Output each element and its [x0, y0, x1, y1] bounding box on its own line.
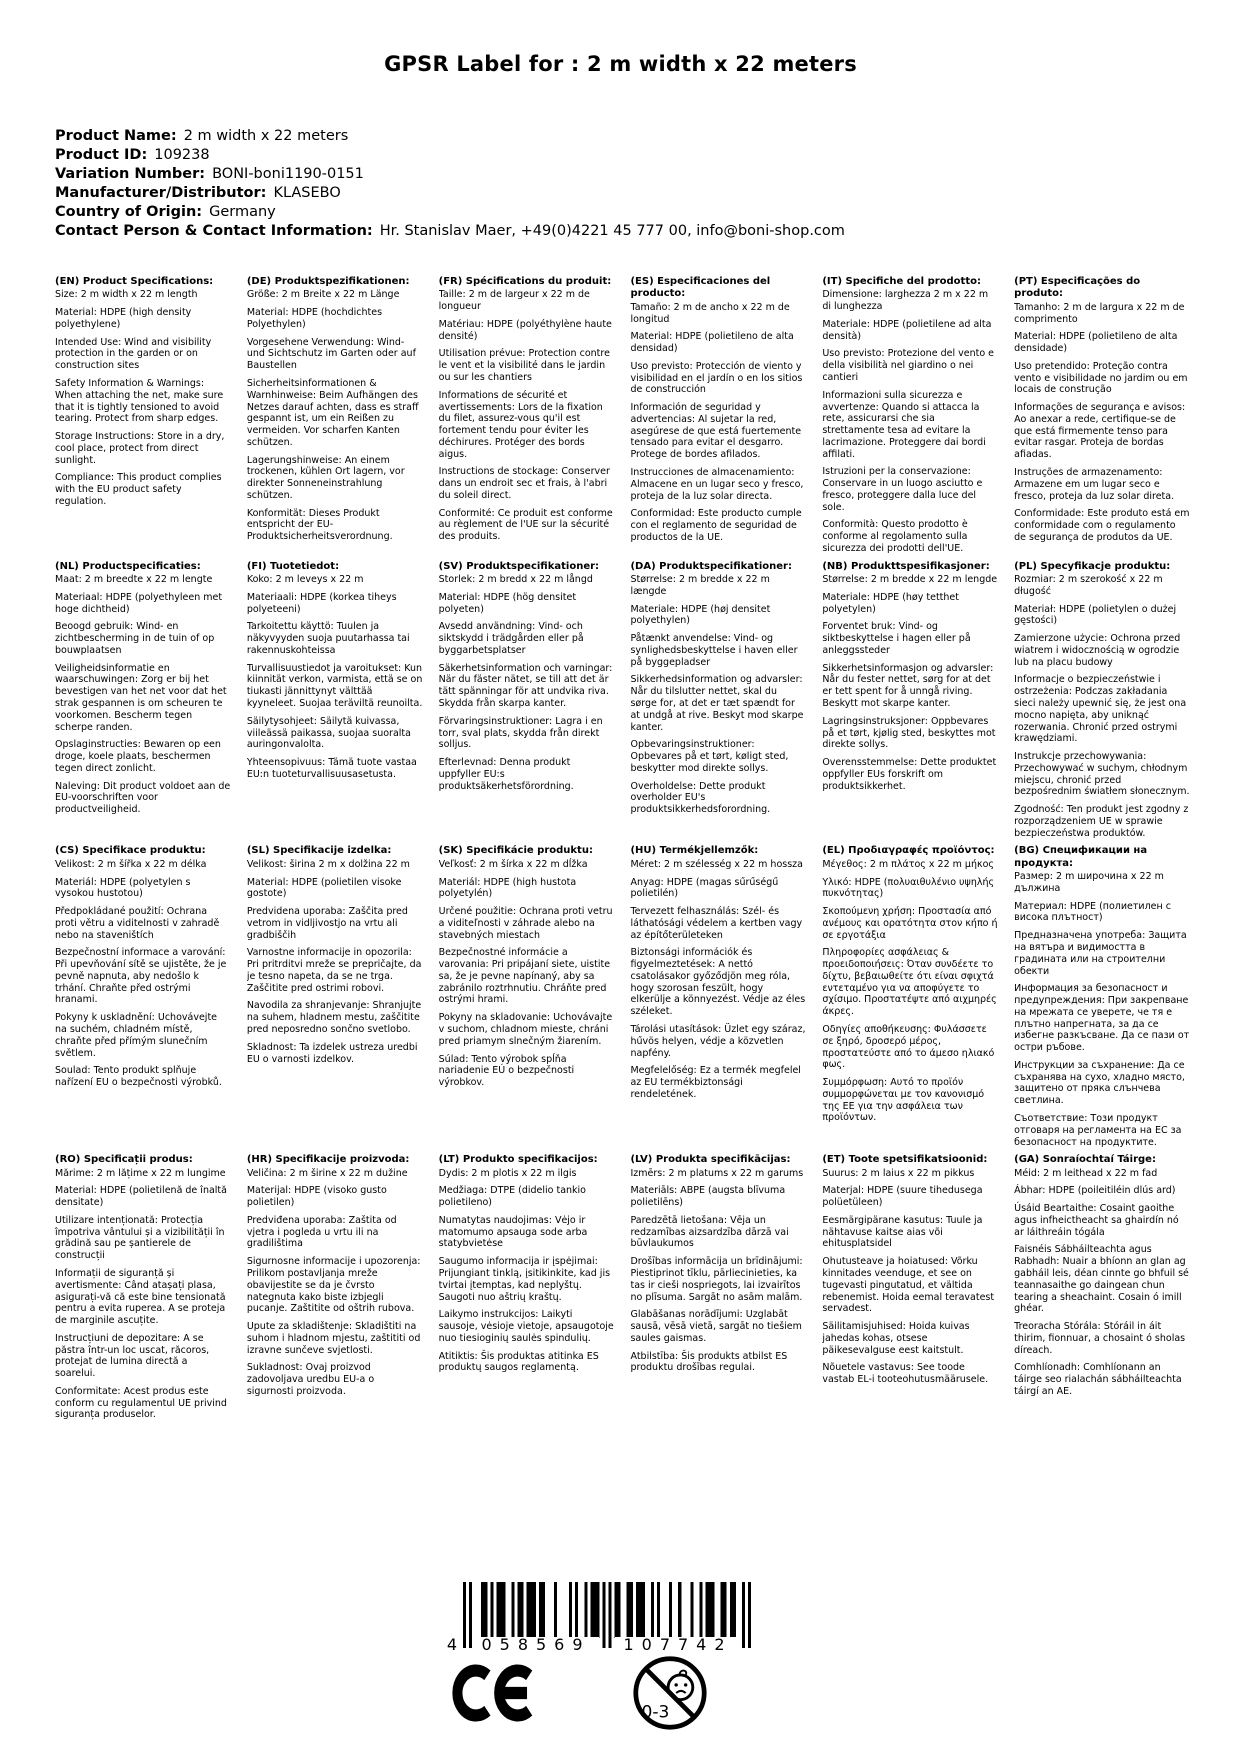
spec-paragraph: Uso previsto: Protezione del vento e della visibilità nel giardino o nei cantieri	[822, 348, 994, 383]
spec-block-heading: (DA) Produktspecifikationer:	[630, 560, 792, 572]
spec-paragraph: Sikkerhedsinformation og advarsler: Når du tilslutter nettet, skal du sørge for, at det er tæt spændt for at undgå at rive. Beskyt mod skarpe kanter.	[630, 674, 804, 733]
spec-block-heading: (FI) Tuotetiedot:	[246, 560, 340, 572]
product-info-label: Product Name:	[55, 128, 177, 144]
language-spec-block	[55, 276, 231, 561]
spec-paragraph: Förvaringsinstruktioner: Lagra i en torr, sval plats, skydda från direkt solljus.	[438, 715, 603, 751]
spec-paragraph: Atitiktis: Šis produktas atitinka ES produktų saugos reglamentą.	[438, 1350, 599, 1374]
spec-paragraph: Určené použitie: Ochrana proti vetru a viditeľnosti v záhrade alebo na stavebných miestach	[438, 906, 613, 941]
spec-paragraph: Paredzētā lietošana: Vēja un redzamības aizsardzība dārzā vai būvlaukumos	[630, 1214, 789, 1250]
product-info-value: 2 m width x 22 meters	[183, 128, 349, 144]
age-warning-label: 0-3	[641, 1702, 670, 1723]
spec-paragraph: Materiaal: HDPE (polyethyleen met hoge dichtheid)	[55, 591, 223, 615]
spec-paragraph: Съответствие: Този продукт отговаря на регламента на ЕС за безопасност на продуктите.	[1014, 1112, 1182, 1148]
spec-paragraph: Conformidade: Este produto está em conformidade com o regulamento de segurança de produtos da UE.	[1014, 508, 1190, 543]
language-spec-block	[247, 1154, 423, 1431]
spec-paragraph: Instrukcje przechowywania: Przechowywać w suchym, chłodnym miejscu, chronić przed bezpośrednim światłem słonecznym.	[1014, 751, 1190, 798]
spec-paragraph: Größe: 2 m Breite x 22 m Länge	[246, 289, 400, 301]
language-spec-block	[55, 845, 231, 1154]
spec-paragraph: Faisnéis Sábháilteachta agus Rabhadh: Nuair a bhíonn an glan ag gabháil leis, déan cinnte go bhfuil sé teannasaithe go daingean chun tearing a sheachaint. Cosain ó imill ghéar.	[1014, 1244, 1189, 1315]
product-info-value: KLASEBO	[273, 185, 341, 201]
spec-paragraph: Bezpečnostné informácie a varovania: Pri pripájaní siete, uistite sa, že je pevne napínaný, aby sa zabránilo roztrhnutiu. Chráňte pred ostrými hrami.	[438, 947, 611, 1006]
spec-paragraph: Informații de siguranță și avertismente: Când atașați plasa, asigurați-vă că este bine tensionată pentru a evita ruperea. A se proteja de marginile ascuțite.	[55, 1268, 226, 1327]
language-spec-block	[822, 1154, 998, 1431]
spec-paragraph: Saugumo informacija ir įspėjimai: Prijungiant tinklą, įsitikinkite, kad jis tvirtai įtemptas, kad neplyštų. Saugoti nuo aštrių kraštų.	[438, 1256, 611, 1303]
spec-paragraph: Size: 2 m width x 22 m length	[55, 289, 198, 301]
product-info-row	[55, 146, 845, 165]
spec-paragraph: Laikymo instrukcijos: Laikyti sausoje, vėsioje vietoje, apsaugotoje nuo tiesioginių saulės spindulių.	[438, 1309, 614, 1344]
spec-block-heading: (LV) Produkta specifikācijas:	[630, 1154, 791, 1166]
spec-block-heading: (DE) Produktspezifikationen:	[246, 276, 410, 287]
spec-paragraph: Velikost: širina 2 m x dolžina 22 m	[246, 858, 410, 870]
spec-paragraph: Informações de segurança e avisos: Ao anexar a rede, certifique-se de que está firmemente tenso para evitar rasgar. Proteja de bordas afiadas.	[1014, 402, 1186, 461]
language-spec-block	[1014, 1154, 1190, 1431]
spec-paragraph: Instrucțiuni de depozitare: A se păstra într-un loc uscat, răcoros, protejat de lumina directă a soarelui.	[55, 1332, 210, 1380]
language-spec-block	[1014, 276, 1190, 561]
spec-paragraph: Säilitamisjuhised: Hoida kuivas jahedas kohas, otsese päikesevalguse eest kaitstult.	[822, 1321, 970, 1356]
spec-paragraph: Suurus: 2 m laius x 22 m pikkus	[822, 1167, 975, 1179]
spec-paragraph: Materjal: HDPE (suure tihedusega polüetüleen)	[822, 1185, 983, 1209]
product-info-row	[55, 184, 845, 203]
spec-paragraph: Súlad: Tento výrobok spĺňa nariadenie EÚ o bezpečnosti výrobkov.	[438, 1053, 575, 1089]
product-info-value: Hr. Stanislav Maer, +49(0)4221 45 777 00, info@boni-shop.com	[379, 223, 845, 239]
spec-paragraph: Predvidena uporaba: Zaščita pred vetrom in vidljivostjo na vrtu ali gradbiščih	[246, 906, 408, 941]
language-spec-block	[439, 845, 615, 1154]
spec-paragraph: Instrucciones de almacenamiento: Almacene en un lugar seco y fresco, proteja de la luz solar directa.	[630, 466, 804, 502]
spec-block-heading: (HR) Specifikacije proizvoda:	[246, 1154, 410, 1166]
language-spec-block	[55, 561, 231, 846]
age-warning-0-3-icon	[632, 1655, 708, 1731]
spec-block-heading: (NL) Productspecificaties:	[55, 560, 201, 572]
spec-block-heading: (RO) Specificații produs:	[55, 1154, 193, 1166]
spec-block-heading: (BG) Спецификации на продукта:	[1014, 845, 1148, 869]
spec-paragraph: Υλικό: HDPE (πολυαιθυλένιο υψηλής πυκνότητας)	[822, 876, 995, 900]
spec-block-heading: (FR) Spécifications du produit:	[438, 276, 612, 287]
barcode-digit-first: 4	[446, 1635, 457, 1654]
language-spec-block	[630, 276, 806, 561]
spec-paragraph: Material: HDPE (hög densitet polyeten)	[438, 591, 577, 615]
product-info-label: Manufacturer/Distributor:	[55, 185, 267, 201]
language-spec-block	[55, 1154, 231, 1431]
spec-paragraph: Material: HDPE (polietilen visoke gostote)	[246, 876, 402, 900]
spec-paragraph: Materiale: HDPE (polietilene ad alta densità)	[822, 318, 992, 342]
language-spec-block	[439, 561, 615, 846]
language-spec-block	[630, 845, 806, 1154]
spec-block-heading: (SL) Specifikacije izdelka:	[246, 845, 392, 857]
spec-paragraph: Ábhar: HDPE (poileitiléin dlús ard)	[1014, 1185, 1176, 1197]
language-spec-block	[822, 561, 998, 846]
spec-paragraph: Pokyny na skladovanie: Uchovávajte v suchom, chladnom mieste, chráni pred priamym slnečným žiarením.	[438, 1012, 613, 1047]
spec-block-heading: (NB) Produkttspesifikasjoner:	[822, 560, 990, 572]
spec-paragraph: Upute za skladištenje: Skladištiti na suhom i hladnom mjestu, zaštititi od izravne sunčeve svjetlosti.	[246, 1321, 421, 1356]
spec-paragraph: Информация за безопасност и предупреждения: При закрепване на мрежата се уверете, че тя е плътно напрегната, за да се избегне разкъсване. Да се пази от остри ръбове.	[1014, 983, 1190, 1054]
spec-paragraph: Comhlíonadh: Comhlíonann an táirge seo rialachán sábháilteachta táirgí an AE.	[1014, 1362, 1182, 1397]
spec-paragraph: Πληροφορίες ασφάλειας & προειδοποιήσεις: Όταν συνδέετε το δίχτυ, βεβαιωθείτε ότι είναι σφιχτά εντεταμένο για να αποφύγετε το σχίσιμο. Προστατέψτε από αιχμηρές άκρες.	[822, 947, 997, 1018]
spec-paragraph: Conformità: Questo prodotto è conforme al regolamento sulla sicurezza dei prodotti dell'UE.	[822, 519, 968, 554]
spec-paragraph: Drošības informācija un brīdinājumi: Piestiprinot tīklu, pārliecinieties, ka tas ir cieši nospriegots, lai izvairītos no plīsuma. Sargāt no asām malām.	[630, 1256, 803, 1303]
spec-paragraph: Úsáid Beartaithe: Cosaint gaoithe agus infheictheacht sa ghairdín nó ar láithreáin tógála	[1014, 1203, 1179, 1238]
barcode-digits-right: 107742	[615, 1637, 741, 1653]
spec-paragraph: Informazioni sulla sicurezza e avvertenze: Quando si attacca la rete, assicurarsi che sia strettamente tesa ad evitare la lacrimazione. Proteggere dai bordi affilati.	[822, 389, 986, 460]
spec-paragraph: Materijal: HDPE (visoko gusto polietilen)	[246, 1185, 387, 1209]
ce-mark-icon	[452, 1664, 534, 1722]
spec-paragraph: Tamaño: 2 m de ancho x 22 m de longitud	[630, 301, 790, 325]
spec-paragraph: Veiligheidsinformatie en waarschuwingen: Zorg er bij het bevestigen van het net voor dat het strak gespannen is om scheuren te voorkomen. Bescherm tegen scherpe randen.	[55, 662, 227, 733]
spec-block-heading: (SV) Produktspecifikationer:	[438, 560, 600, 572]
spec-paragraph: Rozmiar: 2 m szerokość x 22 m długość	[1014, 574, 1163, 597]
spec-paragraph: Materiál: HDPE (polyetylen s vysokou hustotou)	[55, 876, 191, 900]
spec-paragraph: Předpokládané použití: Ochrana proti větru a viditelnosti v zahradě nebo na staveništích	[55, 906, 220, 941]
spec-paragraph: Veľkosť: 2 m šírka x 22 m dĺžka	[438, 858, 588, 870]
spec-paragraph: Navodila za shranjevanje: Shranjujte na suhem, hladnem mestu, zaščitite pred neposredno sončno svetlobo.	[246, 1000, 422, 1035]
spec-paragraph: Skladnost: Ta izdelek ustreza uredbi EU o varnosti izdelkov.	[246, 1041, 418, 1065]
spec-paragraph: Intended Use: Wind and visibility protection in the garden or on construction sites	[55, 336, 212, 372]
spec-paragraph: Información de seguridad y advertencias: Al sujetar la red, asegúrese de que está fuertemente tensado para evitar el desgarro. Protege de bordes afilados.	[630, 402, 802, 461]
spec-paragraph: Materiaali: HDPE (korkea tiheys polyeteeni)	[246, 591, 397, 615]
spec-paragraph: Pokyny k uskladnění: Uchovávejte na suchém, chladném místě, chraňte před přímým slunečním světlem.	[55, 1012, 218, 1059]
spec-block-heading: (HU) Termékjellemzők:	[630, 845, 759, 857]
language-spec-block	[439, 1154, 615, 1431]
spec-block-heading: (EN) Product Specifications:	[55, 276, 214, 287]
spec-paragraph: Dimensione: larghezza 2 m x 22 m di lunghezza	[822, 289, 989, 313]
spec-paragraph: Dydis: 2 m plotis x 22 m ilgis	[438, 1167, 577, 1179]
spec-paragraph: Beoogd gebruik: Wind- en zichtbescherming in de tuin of op bouwplaatsen	[55, 621, 215, 656]
spec-paragraph: Treoracha Stórála: Stóráil in áit thirim, fionnuar, a chosaint ó sholas díreach.	[1014, 1321, 1186, 1356]
barcode-digits-left: 058569	[473, 1637, 599, 1653]
spec-paragraph: Bezpečnostní informace a varování: Při upevňování sítě se ujistěte, že je pevně napnuta, aby nedošlo k trhání. Chraňte před ostrými hranami.	[55, 947, 227, 1006]
spec-paragraph: Påtænkt anvendelse: Vind- og synlighedsbeskyttelse i haven eller på byggepladser	[630, 633, 798, 668]
spec-paragraph: Material: HDPE (hochdichtes Polyethylen)	[246, 307, 383, 330]
spec-block-heading: (GA) Sonraíochtaí Táirge:	[1014, 1154, 1156, 1166]
language-spec-block	[247, 276, 423, 561]
spec-paragraph: Μέγεθος: 2 m πλάτος x 22 m μήκος	[822, 858, 994, 870]
product-info-label: Variation Number:	[55, 166, 206, 182]
spec-paragraph: Инструкции за съхранение: Да се съхранява на сухо, хладно място, защитено от пряка слънчева светлина.	[1014, 1059, 1185, 1107]
spec-paragraph: Размер: 2 m широчина x 22 m дължина	[1014, 871, 1164, 894]
spec-paragraph: Nõuetele vastavus: See toode vastab EL-i tooteohutusmäärusele.	[822, 1362, 989, 1386]
spec-paragraph: Velikost: 2 m šířka x 22 m délka	[55, 858, 207, 870]
product-info-label: Country of Origin:	[55, 204, 203, 220]
language-spec-block	[439, 276, 615, 561]
spec-paragraph: Koko: 2 m leveys x 22 m	[246, 574, 364, 586]
product-info-row	[55, 203, 845, 222]
spec-paragraph: Uso pretendido: Proteção contra vento e visibilidade no jardim ou em locais de construção	[1014, 360, 1188, 396]
spec-paragraph: Zgodność: Ten produkt jest zgodny z rozporządzeniem UE w sprawie bezpieczeństwa produktów.	[1014, 804, 1189, 839]
spec-paragraph: Storage Instructions: Store in a dry, cool place, protect from direct sunlight.	[55, 431, 225, 466]
spec-paragraph: Naleving: Dit product voldoet aan de EU-voorschriften voor productveiligheid.	[55, 780, 231, 816]
spec-paragraph: Vorgesehene Verwendung: Wind- und Sichtschutz im Garten oder auf Baustellen	[246, 336, 416, 372]
spec-paragraph: Material: HDPE (polietileno de alta densidad)	[630, 331, 794, 355]
spec-block-heading: (ET) Toote spetsifikatsioonid:	[822, 1154, 988, 1166]
language-spec-block	[822, 845, 998, 1154]
product-info-value: BONI-boni1190-0151	[212, 166, 364, 182]
spec-paragraph: Lagerungshinweise: An einem trockenen, kühlen Ort lagern, vor direkter Sonneneinstrahlung schützen.	[246, 454, 405, 501]
spec-paragraph: Ohutusteave ja hoiatused: Võrku kinnitades veenduge, et see on tugevasti pingutatud, et vältida rebenemist. Hoida eemal teravatest servadest.	[822, 1256, 995, 1315]
spec-paragraph: Mărime: 2 m lățime x 22 m lungime	[55, 1167, 226, 1179]
product-info-value: 109238	[154, 147, 210, 163]
spec-paragraph: Biztonsági információk és figyelmeztetések: A nettó csatolásakor győződjön meg róla, hogy szorosan feszült, hogy elkerülje a könnyezést. Védje az éles széleket.	[630, 947, 806, 1018]
spec-grid	[55, 276, 1190, 1431]
spec-paragraph: Materiał: HDPE (polietylen o dużej gęstości)	[1014, 603, 1177, 627]
spec-paragraph: Materiāls: ABPE (augsta blīvuma polietilēns)	[630, 1185, 786, 1209]
spec-paragraph: Предназначена употреба: Защита на вятъра и видимостта в градината или на строителни обекти	[1014, 930, 1187, 977]
spec-paragraph: Compliance: This product complies with the EU product safety regulation.	[55, 472, 222, 507]
spec-paragraph: Safety Information & Warnings: When attaching the net, make sure that it is tightly tensioned to avoid tearing. Protect from sharp edges.	[55, 377, 224, 425]
spec-block-heading: (IT) Specifiche del prodotto:	[822, 276, 981, 287]
spec-paragraph: Konformität: Dieses Produkt entspricht der EU-Produktsicherheitsverordnung.	[246, 507, 393, 543]
product-info-label: Contact Person & Contact Information:	[55, 223, 373, 239]
spec-paragraph: Sikkerhetsinformasjon og advarsler: Når du fester nettet, sørg for at det er tett spent for å unngå riving. Beskytt mot skarpe kanter.	[822, 662, 994, 709]
spec-paragraph: Maat: 2 m breedte x 22 m lengte	[55, 574, 213, 586]
spec-paragraph: Tervezett felhasználás: Szél- és láthatósági védelem a kertben vagy az építőterületeken	[630, 906, 803, 941]
spec-paragraph: Σκοπούμενη χρήση: Προστασία από ανέμους και ορατότητα στον κήπο ή σε εργοτάξια	[822, 906, 998, 941]
language-spec-block	[630, 561, 806, 846]
spec-paragraph: Tárolási utasítások: Üzlet egy száraz, hűvös helyen, védje a közvetlen napfény.	[630, 1023, 806, 1059]
spec-paragraph: Opbevaringsinstruktioner: Opbevares på et tørt, køligt sted, beskytter mod direkte sollys.	[630, 739, 789, 774]
spec-paragraph: Forventet bruk: Vind- og siktbeskyttelse i hagen eller på anleggssteder	[822, 621, 971, 656]
spec-paragraph: Avsedd användning: Vind- och siktskydd i trädgården eller på byggarbetsplatser	[438, 621, 584, 656]
ean13-barcode	[446, 1582, 751, 1654]
spec-paragraph: Instructions de stockage: Conserver dans un endroit sec et frais, à l'abri du soleil direct.	[438, 466, 610, 501]
spec-paragraph: Izmērs: 2 m platums x 22 m garums	[630, 1167, 804, 1179]
spec-paragraph: Material: HDPE (high density polyethylene)	[55, 307, 192, 330]
spec-paragraph: Størrelse: 2 m bredde x 22 m lengde	[822, 574, 998, 586]
spec-paragraph: Informacje o bezpieczeństwie i ostrzeżenia: Podczas zakładania sieci należy upewnić się, że jest ona mocno napięta, aby uniknąć rozerwania. Chronić przed ostrymi krawędziami.	[1014, 674, 1187, 745]
spec-block-heading: (EL) Προδιαγραφές προϊόντος:	[822, 845, 995, 857]
spec-paragraph: Materiál: HDPE (high hustota polyetylén)	[438, 876, 577, 900]
spec-paragraph: Efterlevnad: Denna produkt uppfyller EU:s produktsäkerhetsförordning.	[438, 757, 574, 792]
spec-paragraph: Varnostne informacije in opozorila: Pri pritrditvi mreže se prepričajte, da je tesno napeta, da se ne trga. Zaščitite pred ostrimi robovi.	[246, 947, 422, 994]
spec-paragraph: Uso previsto: Protección de viento y visibilidad en el jardín o en los sitios de construcción	[630, 360, 803, 396]
product-info-label: Product ID:	[55, 147, 148, 163]
spec-paragraph: Sigurnosne informacije i upozorenja: Prilikom postavljanja mreže obavijestite se da je čvrsto nategnuta kako biste izbjegli pucanje. Zaštitite od oštrih rubova.	[246, 1256, 421, 1315]
spec-paragraph: Taille: 2 m de largeur x 22 m de longueur	[438, 289, 590, 313]
spec-paragraph: Οδηγίες αποθήκευσης: Φυλάσσετε σε ξηρό, δροσερό μέρος, προστατεύστε από το άμεσο ηλιακό φως.	[822, 1023, 995, 1071]
spec-paragraph: Instruções de armazenamento: Armazene em um lugar seco e fresco, proteja da luz solar direta.	[1014, 466, 1175, 502]
spec-paragraph: Utilisation prévue: Protection contre le vent et la visibilité dans le jardin ou sur les chantiers	[438, 348, 610, 383]
spec-paragraph: Soulad: Tento produkt splňuje nařízení EU o bezpečnosti výrobků.	[55, 1065, 222, 1089]
spec-paragraph: Tarkoitettu käyttö: Tuulen ja näkyvyyden suoja puutarhassa tai rakennuskohteissa	[246, 621, 410, 656]
spec-paragraph: Material: HDPE (polietileno de alta densidade)	[1014, 331, 1178, 355]
spec-paragraph: Megfelelőség: Ez a termék megfelel az EU termékbiztonsági rendeletének.	[630, 1065, 801, 1100]
spec-paragraph: Materiale: HDPE (høj densitet polyethylen)	[630, 603, 771, 627]
spec-paragraph: Predviđena uporaba: Zaštita od vjetra i pogleda u vrtu ili na gradilištima	[246, 1214, 397, 1250]
spec-paragraph: Conformidad: Este producto cumple con el reglamento de seguridad de productos de la UE.	[630, 508, 802, 543]
spec-paragraph: Tamanho: 2 m de largura x 22 m de comprimento	[1014, 301, 1185, 325]
spec-paragraph: Overholdelse: Dette produkt overholder EU's produktsikkerhedsforordning.	[630, 780, 771, 816]
language-spec-block	[822, 276, 998, 561]
spec-paragraph: Matériau: HDPE (polyéthylène haute densité)	[438, 318, 612, 342]
language-spec-block	[247, 561, 423, 846]
spec-paragraph: Opslaginstructies: Bewaren op een droge, koele plaats, beschermen tegen direct zonlicht.	[55, 739, 221, 774]
spec-paragraph: Numatytas naudojimas: Vėjo ir matomumo apsauga sode arba statybvietėse	[438, 1214, 588, 1250]
spec-paragraph: Størrelse: 2 m bredde x 22 m længde	[630, 574, 770, 597]
spec-paragraph: Anyag: HDPE (magas sűrűségű polietilén)	[630, 876, 779, 900]
spec-paragraph: Atbilstība: Šis produkts atbilst ES produktu drošības regulai.	[630, 1350, 788, 1374]
product-info-row	[55, 127, 845, 146]
spec-paragraph: Storlek: 2 m bredd x 22 m långd	[438, 574, 593, 586]
spec-paragraph: Συμμόρφωση: Αυτό το προϊόν συμμορφώνεται με τον κανονισμό της ΕΕ για την ασφάλεια των προϊόντων.	[822, 1077, 985, 1124]
spec-paragraph: Yhteensopivuus: Tämä tuote vastaa EU:n tuoteturvallisuusasetusta.	[246, 757, 417, 780]
spec-paragraph: Conformité: Ce produit est conforme au règlement de l'UE sur la sécurité des produits.	[438, 507, 613, 543]
spec-paragraph: Säkerhetsinformation och varningar: När du fäster nätet, se till att det är tätt spänningar för att undvika riva. Skydda från skarpa kanter.	[438, 662, 613, 709]
spec-paragraph: Istruzioni per la conservazione: Conservare in un luogo asciutto e fresco, proteggere dalla luce del sole.	[822, 466, 983, 513]
product-info	[55, 127, 845, 241]
spec-paragraph: Medžiaga: DTPE (didelio tankio polietileno)	[438, 1185, 586, 1209]
spec-paragraph: Sicherheitsinformationen & Warnhinweise: Beim Aufhängen des Netzes darauf achten, dass es straff gespannt ist, um ein Reißen zu vermeiden. Vor scharfen Kanten schützen.	[246, 377, 419, 448]
spec-paragraph: Säilytysohjeet: Säilytä kuivassa, viileässä paikassa, suojaa suoralta auringonvalolta.	[246, 715, 411, 751]
spec-paragraph: Eesmärgipärane kasutus: Tuule ja nähtavuse kaitse aias või ehitusplatsidel	[822, 1214, 983, 1250]
spec-paragraph: Material: HDPE (polietilenă de înaltă densitate)	[55, 1185, 227, 1209]
compliance-marks	[452, 1655, 708, 1731]
spec-block-heading: (LT) Produkto specifikacijos:	[438, 1154, 598, 1166]
spec-paragraph: Zamierzone użycie: Ochrona przed wiatrem i widocznością w ogrodzie lub na placu budowy	[1014, 633, 1181, 668]
spec-paragraph: Conformitate: Acest produs este conform cu regulamentul UE privind siguranța produselor.	[55, 1385, 227, 1421]
spec-paragraph: Материал: HDPE (полиетилен с висока плътност)	[1014, 900, 1171, 924]
product-info-row	[55, 165, 845, 184]
language-spec-block	[1014, 561, 1190, 846]
spec-block-heading: (SK) Špecifikácie produktu:	[438, 845, 593, 857]
spec-block-heading: (CS) Specifikace produktu:	[55, 845, 206, 857]
spec-block-heading: (PT) Especificações do produto:	[1014, 276, 1141, 300]
language-spec-block	[1014, 845, 1190, 1154]
page-title: GPSR Label for : 2 m width x 22 meters	[384, 52, 857, 76]
spec-block-heading: (PL) Specyfikacje produktu:	[1014, 560, 1171, 572]
spec-paragraph: Informations de sécurité et avertissements: Lors de la fixation du filet, assurez-vous qu'il est fortement tendu pour éviter les déchirures. Protéger des bords aigus.	[438, 389, 603, 460]
spec-paragraph: Lagringsinstruksjoner: Oppbevares på et tørt, kjølig sted, beskyttes mot direkte sollys.	[822, 715, 996, 751]
spec-block-heading: (ES) Especificaciones del producto:	[630, 276, 771, 300]
spec-paragraph: Turvallisuustiedot ja varoitukset: Kun kiinnität verkon, varmista, että se on tiukasti jännittynyt välttää kyyneleet. Suojaa teräviltä reunoilta.	[246, 662, 423, 709]
spec-paragraph: Materiale: HDPE (høy tetthet polyetylen)	[822, 591, 959, 615]
product-info-row	[55, 222, 845, 241]
spec-paragraph: Glabāšanas norādījumi: Uzglabāt sausā, vēsā vietā, sargāt no tiešiem saules gaismas.	[630, 1309, 802, 1344]
language-spec-block	[247, 845, 423, 1154]
product-info-value: Germany	[209, 204, 276, 220]
spec-paragraph: Utilizare intenționată: Protecția împotriva vântului și a vizibilității în grădină sau pe șantierele de construcții	[55, 1214, 225, 1262]
spec-paragraph: Méret: 2 m szélesség x 22 m hossza	[630, 858, 803, 870]
spec-paragraph: Veličina: 2 m širine x 22 m dužine	[246, 1167, 408, 1179]
language-spec-block	[630, 1154, 806, 1431]
spec-paragraph: Sukladnost: Ovaj proizvod zadovoljava uredbu EU-a o sigurnosti proizvoda.	[246, 1362, 375, 1397]
spec-paragraph: Méid: 2 m leithead x 22 m fad	[1014, 1167, 1158, 1179]
spec-paragraph: Overensstemmelse: Dette produktet oppfyller EUs forskrift om produktsikkerhet.	[822, 757, 997, 792]
